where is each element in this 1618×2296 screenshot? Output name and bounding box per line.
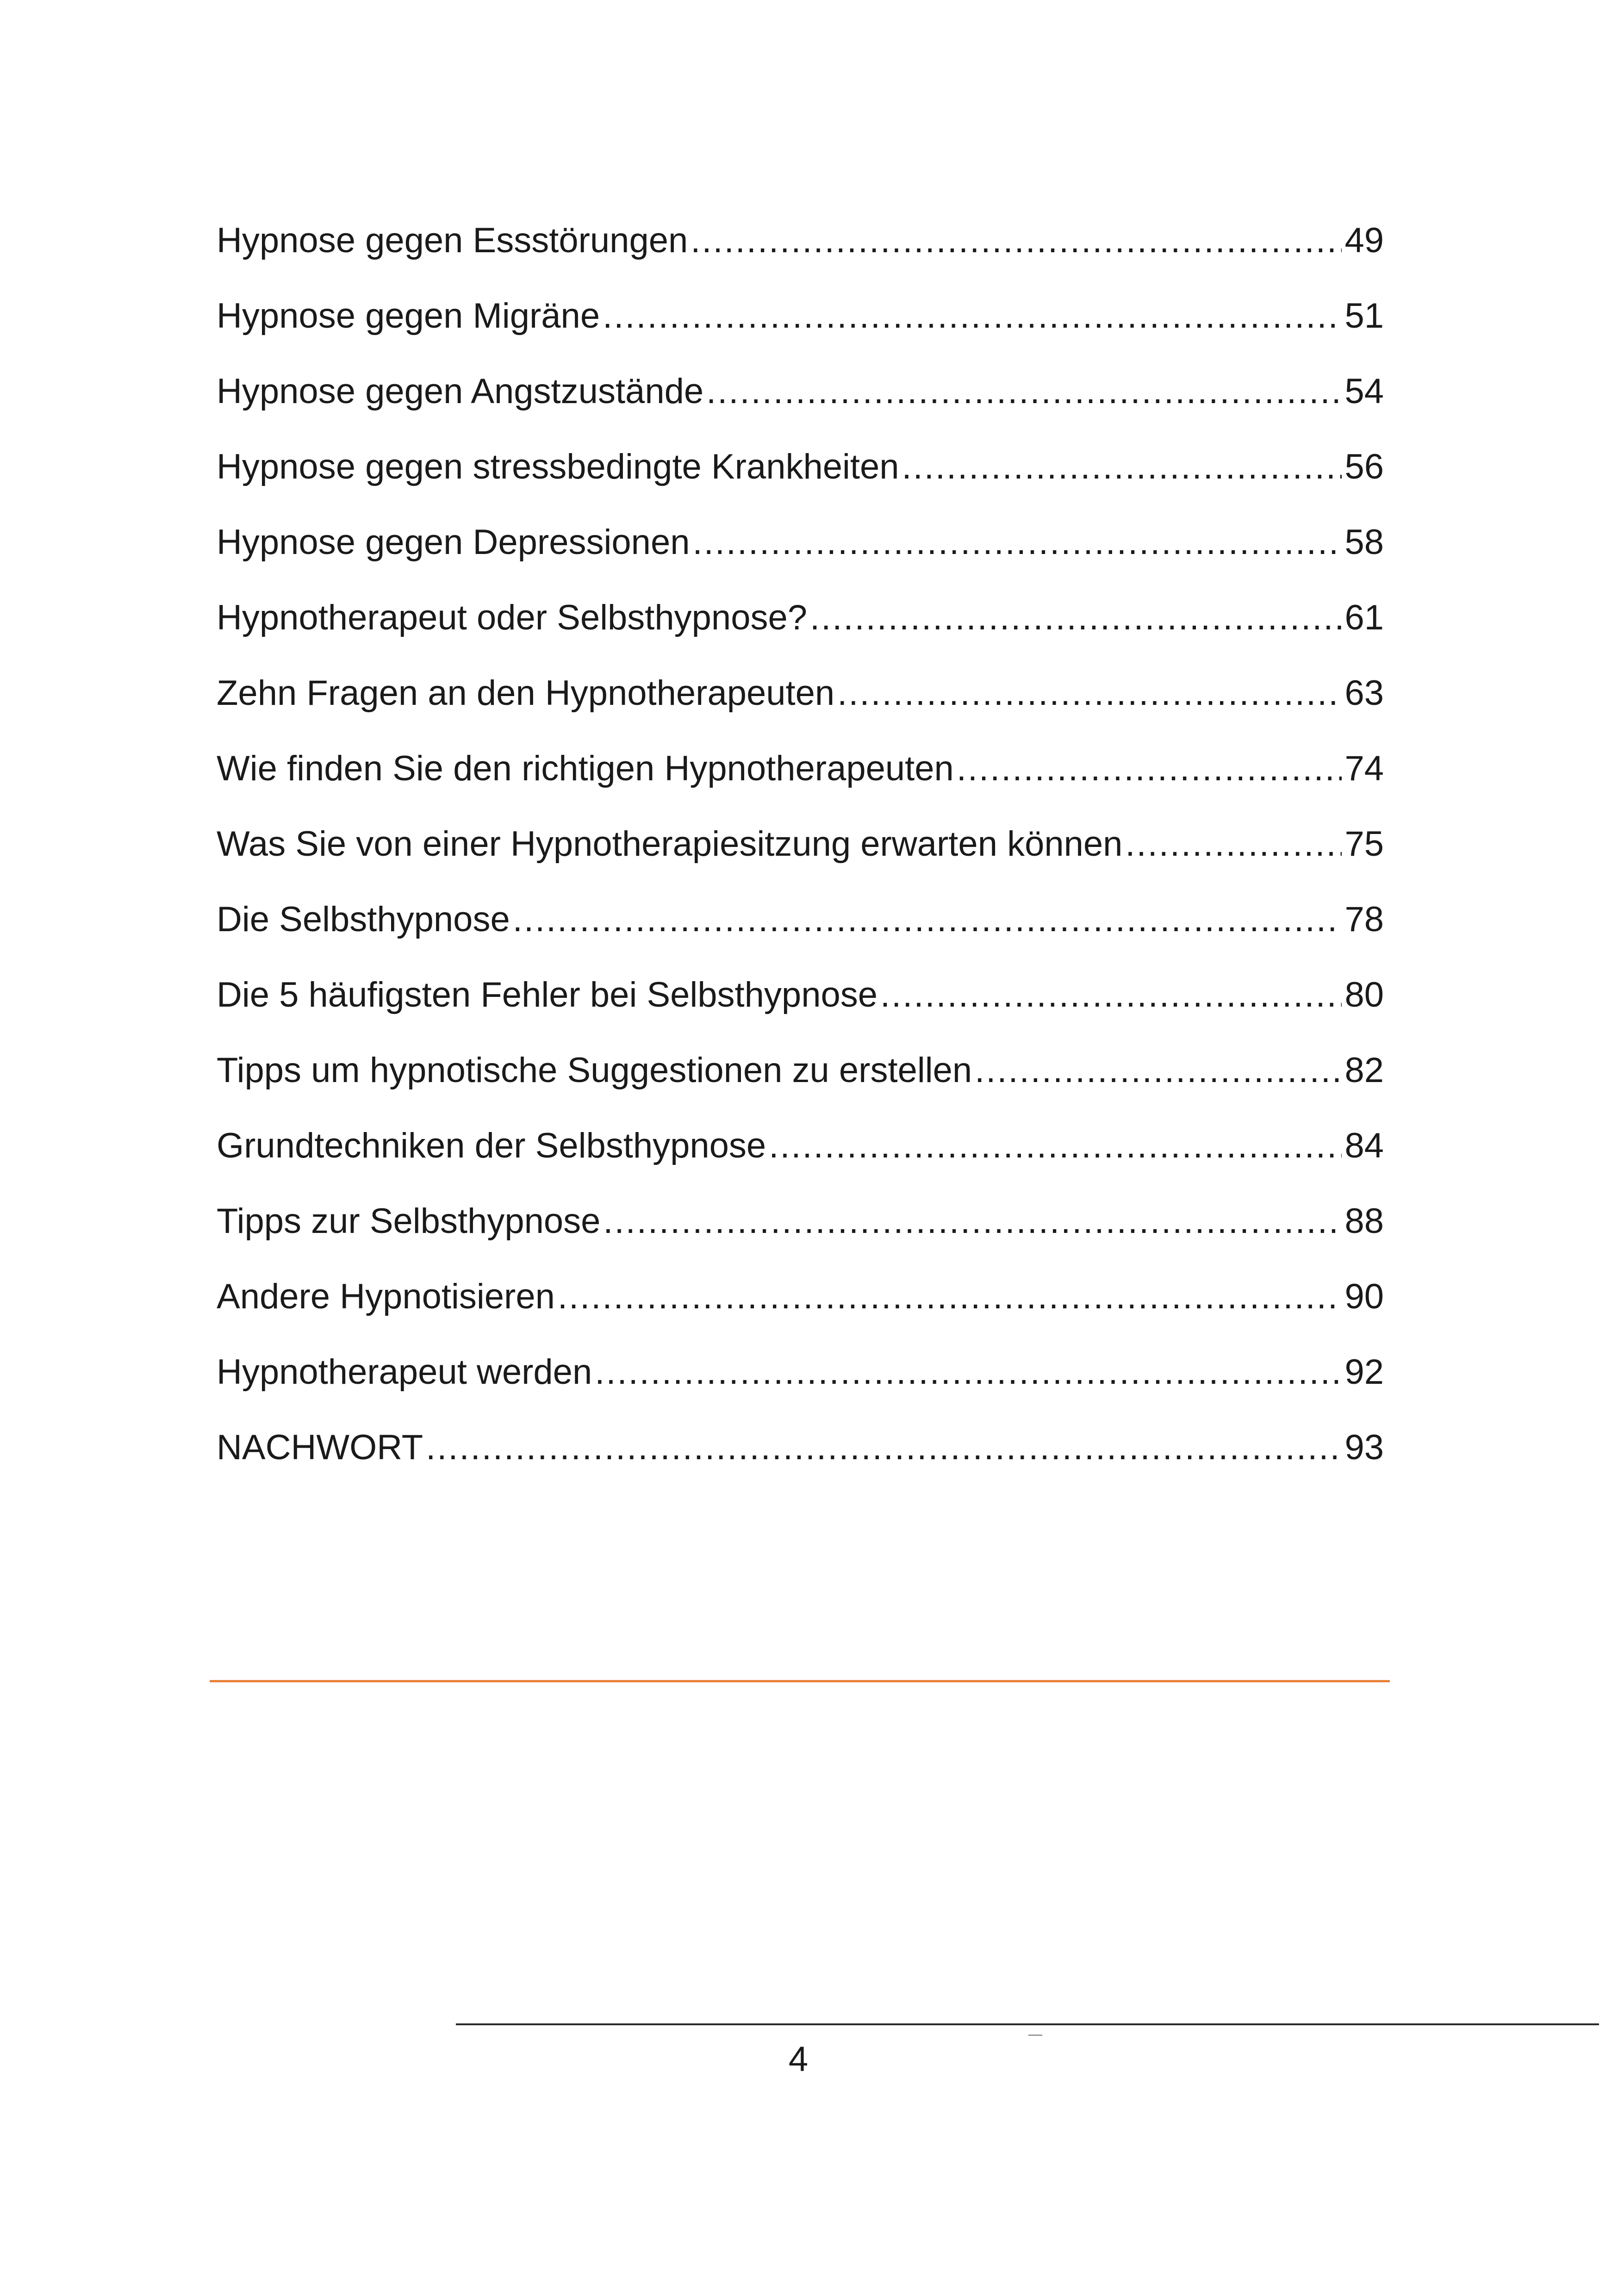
toc-entry-title: Tipps um hypnotische Suggestionen zu erstellen bbox=[217, 1051, 972, 1090]
toc-entry-title: Grundtechniken der Selbsthypnose bbox=[217, 1126, 766, 1165]
toc-dot-leader bbox=[706, 354, 1342, 429]
toc-entry-title: Hypnotherapeut werden bbox=[217, 1352, 592, 1392]
toc-entry-title: Was Sie von einer Hypnotherapiesitzung erwarten können bbox=[217, 824, 1123, 864]
toc-entry-page: 90 bbox=[1344, 1277, 1384, 1316]
toc-entry-page: 54 bbox=[1344, 372, 1384, 411]
footer-tick-mark bbox=[1028, 2035, 1042, 2036]
toc-entry-title: Hypnose gegen Depressionen bbox=[217, 523, 690, 562]
toc-dot-leader bbox=[558, 1259, 1342, 1334]
toc-entry-title: Die 5 häufigsten Fehler bei Selbsthypnose bbox=[217, 975, 878, 1014]
toc-entry-title: Hypnose gegen Migräne bbox=[217, 296, 600, 336]
toc-entry-page: 93 bbox=[1344, 1428, 1384, 1467]
toc-entry[interactable] bbox=[217, 957, 1384, 1033]
footer-rule bbox=[456, 2023, 1599, 2025]
toc-dot-leader bbox=[691, 203, 1342, 278]
toc-dot-leader bbox=[603, 278, 1342, 354]
page-number: 4 bbox=[788, 2040, 809, 2079]
toc-entry-page: 63 bbox=[1344, 673, 1384, 713]
toc-dot-leader bbox=[1125, 806, 1342, 882]
toc-dot-leader bbox=[902, 429, 1342, 504]
toc-dot-leader bbox=[957, 731, 1342, 806]
toc-entry-title: Tipps zur Selbsthypnose bbox=[217, 1201, 601, 1241]
toc-entry[interactable] bbox=[217, 504, 1384, 580]
toc-entry-page: 74 bbox=[1344, 749, 1384, 788]
toc-dot-leader bbox=[975, 1033, 1342, 1108]
toc-entry-title: Hypnose gegen Essstörungen bbox=[217, 221, 688, 260]
toc-entry-page: 80 bbox=[1344, 975, 1384, 1014]
toc-dot-leader bbox=[769, 1108, 1342, 1183]
toc-entry-title: Andere Hypnotisieren bbox=[217, 1277, 555, 1316]
toc-entry-page: 61 bbox=[1344, 598, 1384, 637]
toc-entry[interactable] bbox=[217, 655, 1384, 731]
toc-entry[interactable] bbox=[217, 354, 1384, 429]
toc-entry-page: 84 bbox=[1344, 1126, 1384, 1165]
toc-dot-leader bbox=[810, 580, 1342, 655]
toc-entry[interactable] bbox=[217, 1183, 1384, 1259]
toc-entry-page: 51 bbox=[1344, 296, 1384, 336]
toc-entry[interactable] bbox=[217, 278, 1384, 354]
toc-entry-page: 75 bbox=[1344, 824, 1384, 864]
toc-entry-title: NACHWORT bbox=[217, 1428, 423, 1467]
toc-entry[interactable] bbox=[217, 1108, 1384, 1183]
toc-dot-leader bbox=[692, 504, 1342, 580]
toc-entry-page: 58 bbox=[1344, 523, 1384, 562]
toc-entry-title: Hypnose gegen stressbedingte Krankheiten bbox=[217, 447, 899, 486]
footer-accent-divider bbox=[210, 1680, 1390, 1682]
toc-entry-page: 49 bbox=[1344, 221, 1384, 260]
table-of-contents bbox=[217, 203, 1384, 1485]
toc-dot-leader bbox=[513, 882, 1342, 957]
toc-entry-title: Hypnotherapeut oder Selbsthypnose? bbox=[217, 598, 808, 637]
toc-entry[interactable] bbox=[217, 1334, 1384, 1410]
toc-entry-title: Zehn Fragen an den Hypnotherapeuten bbox=[217, 673, 835, 713]
toc-dot-leader bbox=[837, 655, 1342, 731]
toc-dot-leader bbox=[426, 1410, 1342, 1485]
toc-entry-page: 56 bbox=[1344, 447, 1384, 486]
toc-entry[interactable] bbox=[217, 1033, 1384, 1108]
toc-dot-leader bbox=[595, 1334, 1342, 1410]
toc-entry[interactable] bbox=[217, 731, 1384, 806]
toc-entry[interactable] bbox=[217, 1259, 1384, 1334]
toc-entry[interactable] bbox=[217, 429, 1384, 504]
toc-entry[interactable] bbox=[217, 882, 1384, 957]
toc-entry[interactable] bbox=[217, 806, 1384, 882]
toc-entry[interactable] bbox=[217, 1410, 1384, 1485]
toc-entry-page: 78 bbox=[1344, 900, 1384, 939]
toc-entry-page: 88 bbox=[1344, 1201, 1384, 1241]
toc-entry-page: 82 bbox=[1344, 1051, 1384, 1090]
toc-entry-page: 92 bbox=[1344, 1352, 1384, 1392]
toc-entry[interactable] bbox=[217, 203, 1384, 278]
toc-entry-title: Die Selbsthypnose bbox=[217, 900, 510, 939]
toc-dot-leader bbox=[880, 957, 1342, 1033]
toc-entry-title: Hypnose gegen Angstzustände bbox=[217, 372, 704, 411]
toc-entry-title: Wie finden Sie den richtigen Hypnotherapeuten bbox=[217, 749, 954, 788]
toc-dot-leader bbox=[603, 1183, 1342, 1259]
toc-entry[interactable] bbox=[217, 580, 1384, 655]
